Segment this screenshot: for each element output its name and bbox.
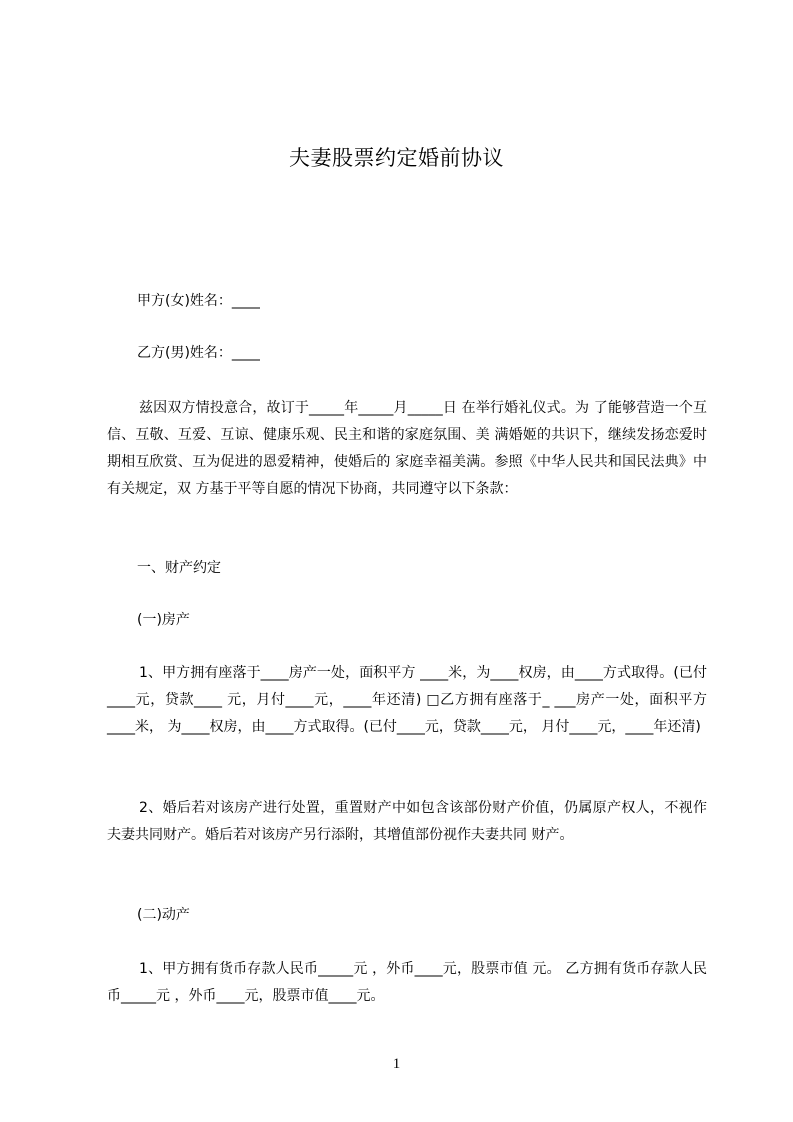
clause-movable-property: 1、甲方拥有货币存款人民币_____元 ，外币____元，股票市值 元。 乙方拥有货币存款人民币_____元 ，外币____元，股票市值____元。 xyxy=(107,961,707,1004)
page-number: 1 xyxy=(392,1056,401,1072)
subsection-heading-movable-property: (二)动产 xyxy=(137,907,190,923)
clause-real-estate-disposal: 2、婚后若对该房产进行处置，重置财产中如包含该部份财产价值，仍属原产权人，不视作夫妻共同财产。婚后若对该房产另行添附，其增值部份视作夫妻共同 财产。 xyxy=(107,800,707,843)
party-a-name-line: 甲方(女)姓名：____ xyxy=(137,293,260,309)
document-title: 夫妻股票约定婚前协议 xyxy=(289,146,504,170)
party-b-name-line: 乙方(男)姓名：____ xyxy=(137,345,260,361)
subsection-heading-real-estate: (一)房产 xyxy=(137,612,190,628)
section-heading-property: 一、财产约定 xyxy=(137,560,221,576)
preamble-paragraph: 兹因双方情投意合，故订于_____年_____月_____日 在举行婚礼仪式。为 了能够营造一个互信、互敬、互爱、互谅、健康乐观、民主和谐的家庭氛围、美 满婚姬的共识下，继续发扬恋爱时期相互欣赏、互为促进的恩爱精神，使婚后的 家庭幸福美满。参照《中华人民共和国民法典》中有关规定，双 方基于平等自愿的情况下协商，共同遵守以下条款： xyxy=(107,400,707,497)
clause-real-estate-ownership: 1、甲方拥有座落于____房产一处，面积平方 ____米，为____权房，由____方式取得。(已付____元，贷款____ 元，月付____元，____年还清) □乙方拥有座落于_ ___房产一处，面积平方____米， 为____权房，由____方式取得。(已付____元，贷款____元， 月付____元，____年还清) xyxy=(107,665,707,735)
